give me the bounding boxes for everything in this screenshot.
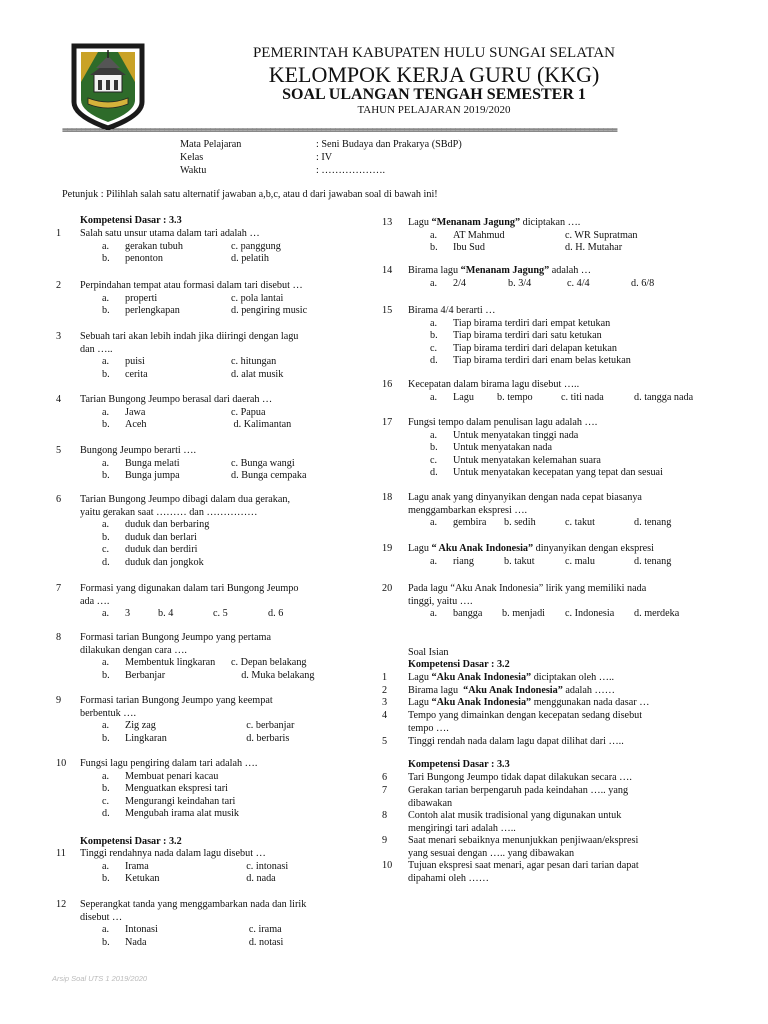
question-text: disebut … — [80, 911, 123, 923]
option-text: Nada — [125, 936, 147, 948]
option-inline: b. sedih — [504, 517, 536, 528]
option-inline: d. tenang — [634, 517, 672, 528]
option-text: cerita — [125, 368, 148, 380]
option-text: Ketukan — [125, 873, 160, 884]
question-text — [408, 544, 654, 554]
question-number: 12 — [56, 899, 67, 910]
question-text: berbentuk …. — [80, 707, 137, 719]
option-inline: d. tangga nada — [634, 391, 694, 403]
kd-heading: Kompetensi Dasar : 3.2 — [80, 836, 182, 847]
question-number: 16 — [382, 379, 393, 390]
option-letter: a. — [102, 720, 110, 731]
essay-text: tempo …. — [408, 722, 449, 734]
option-inline: 2/4 — [453, 277, 467, 289]
option-letter: b. — [102, 305, 110, 316]
option-text: Ibu Sud — [453, 242, 485, 253]
header-exam-title: SOAL ULANGAN TENGAH SEMESTER 1 — [282, 86, 586, 103]
option-inline: d. 6 — [268, 608, 284, 619]
question-text-part: “ Aku Anak Indonesia” — [431, 543, 534, 554]
option-letter: a. — [430, 317, 438, 329]
option-letter: c. — [430, 454, 438, 466]
option-inline: b. tempo — [497, 391, 533, 403]
question-text: yaitu gerakan saat ……… dan …………… — [80, 506, 258, 518]
question-text: Tarian Bungong Jeumpo dibagi dalam dua gerakan, — [80, 494, 291, 505]
question-text: Formasi yang digunakan dalam tari Bungong Jeumpo — [80, 583, 299, 594]
question-number: 17 — [382, 417, 393, 428]
question-text: menggambarkan ekspresi …. — [408, 504, 528, 516]
essay-text — [408, 698, 649, 708]
question-text: tinggi, yaitu …. — [408, 595, 473, 607]
option-inline: c. titi nada — [561, 391, 604, 403]
question-number: 1 — [56, 228, 62, 239]
essay-text: Contoh alat musik tradisional yang digunakan untuk — [408, 810, 622, 821]
essay-text: yang sesuai dengan ….. yang dibawakan — [408, 847, 575, 859]
option-letter: c. — [430, 342, 438, 354]
essay-text: Tinggi rendah nada dalam lagu dapat dilihat dari ….. — [408, 736, 624, 747]
essay-number: 8 — [382, 810, 388, 821]
option-text: Untuk menyatakan kecepatan yang tepat dan sesuai — [453, 467, 663, 478]
option-letter: d. — [430, 467, 438, 478]
question-number: 2 — [56, 280, 62, 291]
option-inline: bangga — [453, 608, 483, 619]
essay-kd: Kompetensi Dasar : 3.2 — [408, 659, 510, 670]
question-number: 8 — [56, 632, 62, 643]
option-text: duduk dan jongkok — [125, 556, 204, 568]
option-letter: a. — [102, 924, 110, 935]
info-value-class: : IV — [316, 152, 333, 163]
question-text: Tinggi rendahnya nada dalam lagu disebut … — [80, 848, 266, 859]
option-second: c. pola lantai — [231, 292, 284, 304]
option-second: d. notasi — [231, 936, 284, 948]
option-text: Zig zag — [125, 720, 156, 731]
option-inline: riang — [453, 555, 474, 567]
essay-text — [408, 673, 614, 683]
question-text: Lagu anak yang dinyanyikan dengan nada cepat biasanya — [408, 492, 642, 503]
option-letter: b. — [102, 936, 110, 948]
instructions: Petunjuk : Pilihlah salah satu alternatif jawaban a,b,c, atau d dari jawaban soal di bawah ini! — [62, 189, 438, 200]
essay-text: Tempo yang dimainkan dengan kecepatan sedang disebut — [408, 710, 643, 721]
question-text-part: “Menanam Jagung” — [460, 265, 550, 276]
option-text: Tiap birama terdiri dari satu ketukan — [453, 330, 602, 341]
question-text: Salah satu unsur utama dalam tari adalah … — [80, 228, 260, 239]
option-second: d. Muka belakang — [231, 669, 315, 681]
option-letter: c. — [102, 795, 110, 807]
option-text: penonton — [125, 253, 163, 264]
option-inline: 3 — [125, 608, 131, 619]
option-text: AT Mahmud — [453, 229, 505, 241]
option-second: c. berbanjar — [231, 720, 295, 731]
option-text: Mengurangi keindahan tari — [125, 795, 236, 807]
option-text: Membuat penari kacau — [125, 770, 219, 782]
option-letter: a. — [102, 519, 110, 530]
kd-heading: Kompetensi Dasar : 3.3 — [80, 215, 182, 226]
question-number: 10 — [56, 758, 67, 769]
option-text: Tiap birama terdiri dari empat ketukan — [453, 317, 611, 329]
question-number: 3 — [56, 331, 62, 342]
option-second: d. Kalimantan — [231, 419, 292, 430]
option-text: Untuk menyatakan nada — [453, 442, 553, 453]
question-number: 14 — [382, 265, 393, 276]
option-letter: a. — [102, 406, 110, 418]
essay-text-part: diciptakan oleh ….. — [531, 672, 615, 683]
option-text: Membentuk lingkaran — [125, 657, 216, 668]
essay-number: 10 — [382, 860, 393, 871]
option-letter: a. — [102, 770, 110, 782]
option-letter: a. — [102, 657, 110, 668]
question-text: Birama 4/4 berarti … — [408, 305, 496, 316]
question-text — [408, 218, 580, 228]
essay-text: Gerakan tarian berpengaruh pada keindahan ….. yang — [408, 785, 629, 796]
question-text-part: “Menanam Jagung” — [431, 217, 521, 228]
option-text: gerakan tubuh — [125, 240, 183, 252]
question-number: 15 — [382, 305, 393, 316]
option-inline: a. — [430, 391, 438, 403]
essay-text: mengiringi tari adalah ….. — [408, 822, 516, 834]
essay-text: Tujuan ekspresi saat menari, agar pesan dari tarian dapat — [408, 860, 639, 871]
essay-kd: Kompetensi Dasar : 3.3 — [408, 759, 510, 770]
info-label-class: Kelas — [180, 152, 204, 163]
question-text: dan ….. — [80, 343, 113, 355]
option-second: c. intonasi — [231, 860, 289, 872]
option-letter: b. — [102, 669, 110, 681]
option-text: perlengkapan — [125, 305, 180, 316]
option-text: Tiap birama terdiri dari enam belas ketukan — [453, 355, 631, 366]
essay-text: dipahami oleh …… — [408, 872, 489, 884]
option-second: c. WR Supratman — [565, 229, 638, 241]
option-second: c. irama — [231, 924, 282, 935]
option-inline: a. — [430, 517, 438, 528]
question-text: Kecepatan dalam birama lagu disebut ….. — [408, 379, 580, 390]
option-second: c. Papua — [231, 406, 266, 418]
option-letter: d. — [102, 808, 110, 819]
option-inline: c. 4/4 — [567, 277, 590, 289]
question-text: dilakukan dengan cara …. — [80, 644, 187, 656]
question-number: 19 — [382, 543, 393, 554]
info-value-subject: : Seni Budaya dan Prakarya (SBdP) — [316, 139, 462, 150]
question-text: Formasi tarian Bungong Jeumpo yang keempat — [80, 695, 273, 706]
option-letter: b. — [430, 442, 438, 453]
question-text: Fungsi tempo dalam penulisan lagu adalah …. — [408, 417, 598, 428]
info-label-subject: Mata Pelajaran — [180, 139, 242, 150]
essay-text-part: “Aku Anak Indonesia” — [431, 672, 532, 683]
option-letter: a. — [102, 356, 110, 367]
option-letter: a. — [430, 229, 438, 241]
option-text: Irama — [125, 860, 149, 872]
option-second: c. hitungan — [231, 356, 277, 367]
header-government: PEMERINTAH KABUPATEN HULU SUNGAI SELATAN — [252, 45, 616, 61]
question-text-part: Lagu — [408, 543, 432, 554]
essay-title: Soal Isian — [408, 647, 449, 658]
option-second: c. Depan belakang — [231, 657, 307, 668]
essay-number: 1 — [382, 672, 388, 683]
option-letter: a. — [102, 457, 110, 469]
option-letter: b. — [430, 330, 438, 341]
question-number: 7 — [56, 583, 62, 594]
option-letter: b. — [102, 253, 110, 264]
option-letter: c. — [102, 544, 110, 555]
option-text: Lingkaran — [125, 732, 167, 744]
option-inline: d. merdeka — [634, 608, 680, 619]
question-number: 11 — [56, 848, 66, 859]
footer-archive-note: Arsip Soal UTS 1 2019/2020 — [52, 974, 148, 983]
option-inline: b. 3/4 — [508, 277, 532, 289]
question-number: 5 — [56, 445, 62, 456]
question-text: Sebuah tari akan lebih indah jika diiringi dengan lagu — [80, 331, 299, 342]
essay-text: dibawakan — [408, 797, 453, 809]
option-letter: a. — [102, 240, 110, 252]
option-inline: b. 4 — [158, 608, 174, 619]
option-second: d. nada — [231, 873, 276, 884]
question-number: 18 — [382, 492, 393, 503]
essay-number: 5 — [382, 736, 388, 747]
question-text: Formasi tarian Bungong Jeumpo yang pertama — [80, 632, 271, 643]
essay-text-part: “Aku Anak Indonesia” — [431, 697, 532, 708]
option-text: Jawa — [125, 406, 146, 418]
option-second: d. pengiring music — [231, 305, 308, 316]
header-divider: ======================================================================================================================== — [62, 126, 617, 136]
essay-text-part: adalah …… — [562, 685, 615, 696]
option-inline: a. — [430, 277, 438, 289]
question-text-part: Birama lagu — [408, 265, 461, 276]
question-number: 9 — [56, 695, 62, 706]
option-inline: b. menjadi — [502, 608, 546, 619]
question-text: ada …. — [80, 595, 110, 607]
option-letter: b. — [102, 732, 110, 744]
option-letter: b. — [430, 242, 438, 253]
option-letter: a. — [102, 860, 110, 872]
essay-text: Tari Bungong Jeumpo tidak dapat dilakukan secara …. — [408, 772, 632, 783]
option-text: Aceh — [125, 419, 147, 430]
option-text: Intonasi — [125, 924, 158, 935]
option-inline: a. — [430, 608, 438, 619]
option-inline: c. 5 — [213, 608, 228, 619]
option-text: duduk dan berbaring — [125, 519, 210, 530]
option-letter: d. — [430, 355, 438, 366]
question-text: Bungong Jeumpo berarti …. — [80, 445, 197, 456]
option-inline: b. takut — [504, 555, 535, 567]
option-inline: c. Indonesia — [565, 608, 615, 619]
option-second: d. H. Mutahar — [565, 242, 623, 253]
question-text-part: diciptakan …. — [520, 217, 581, 228]
essay-number: 9 — [382, 835, 388, 846]
option-letter: a. — [102, 292, 110, 304]
option-text: Bunga jumpa — [125, 470, 180, 481]
option-second: d. berbaris — [231, 732, 290, 744]
option-text: Mengubah irama alat musik — [125, 808, 240, 819]
option-second: d. Bunga cempaka — [231, 470, 307, 481]
option-text: Untuk menyatakan tinggi nada — [453, 429, 579, 441]
question-text-part: adalah … — [549, 265, 592, 276]
option-text: duduk dan berdiri — [125, 544, 198, 555]
essay-text: Saat menari sebaiknya menunjukkan penjiwaan/ekspresi — [408, 835, 639, 846]
option-text: Menguatkan ekspresi tari — [125, 783, 228, 794]
question-number: 4 — [56, 394, 62, 405]
essay-text-part: menggunakan nada dasar … — [531, 697, 650, 708]
essay-number: 3 — [382, 697, 388, 708]
essay-text-part: Lagu — [408, 672, 432, 683]
option-inline: c. malu — [565, 555, 595, 567]
question-text: Pada lagu “Aku Anak Indonesia” lirik yang memiliki nada — [408, 583, 647, 594]
option-text: Untuk menyatakan kelemahan suara — [453, 454, 601, 466]
essay-number: 6 — [382, 772, 388, 783]
question-text: Seperangkat tanda yang menggambarkan nada dan lirik — [80, 899, 307, 910]
option-letter: b. — [102, 419, 110, 430]
option-second: c. Bunga wangi — [231, 457, 295, 469]
option-inline: d. tenang — [634, 555, 672, 567]
option-second: c. panggung — [231, 240, 281, 252]
option-text: Berbanjar — [125, 669, 166, 681]
option-text: Bunga melati — [125, 457, 180, 469]
option-inline: a. — [102, 608, 110, 619]
question-text-part: Lagu — [408, 217, 432, 228]
question-text: Tarian Bungong Jeumpo berasal dari daerah … — [80, 394, 273, 405]
question-text-part: dinyanyikan dengan ekspresi — [533, 543, 654, 554]
option-inline: a. — [430, 555, 438, 567]
option-letter: d. — [102, 556, 110, 568]
essay-number: 7 — [382, 785, 388, 796]
option-second: d. alat musik — [231, 368, 284, 380]
option-text: Tiap birama terdiri dari delapan ketukan — [453, 342, 617, 354]
option-letter: b. — [102, 783, 110, 794]
question-text: Fungsi lagu pengiring dalam tari adalah …. — [80, 758, 258, 769]
option-text: puisi — [125, 356, 145, 367]
essay-number: 2 — [382, 685, 388, 696]
question-text — [408, 266, 591, 276]
header-kkg: KELOMPOK KERJA GURU (KKG) — [268, 62, 600, 87]
option-letter: a. — [430, 429, 438, 441]
question-number: 20 — [382, 583, 393, 594]
header-school-year: TAHUN PELAJARAN 2019/2020 — [357, 104, 511, 116]
essay-text — [408, 686, 615, 696]
option-letter: b. — [102, 368, 110, 380]
essay-text-part: “Aku Anak Indonesia” — [463, 685, 563, 696]
essay-text-part: Birama lagu — [408, 685, 464, 696]
question-number: 13 — [382, 217, 393, 228]
question-number: 6 — [56, 494, 62, 505]
essay-number: 4 — [382, 710, 388, 721]
option-inline: d. 6/8 — [631, 277, 655, 289]
info-value-time: : ………………. — [316, 165, 386, 176]
info-label-time: Waktu — [180, 165, 207, 176]
option-letter: b. — [102, 470, 110, 481]
option-inline: c. takut — [565, 517, 595, 528]
option-second: d. pelatih — [231, 253, 269, 264]
option-inline: gembira — [453, 517, 487, 528]
option-text: properti — [125, 292, 158, 304]
question-text: Perpindahan tempat atau formasi dalam tari disebut … — [80, 280, 303, 291]
essay-text-part: Lagu — [408, 697, 432, 708]
option-inline: Lagu — [453, 391, 474, 403]
option-letter: b. — [102, 531, 110, 543]
option-letter: b. — [102, 873, 110, 884]
option-text: duduk dan berlari — [125, 531, 197, 543]
